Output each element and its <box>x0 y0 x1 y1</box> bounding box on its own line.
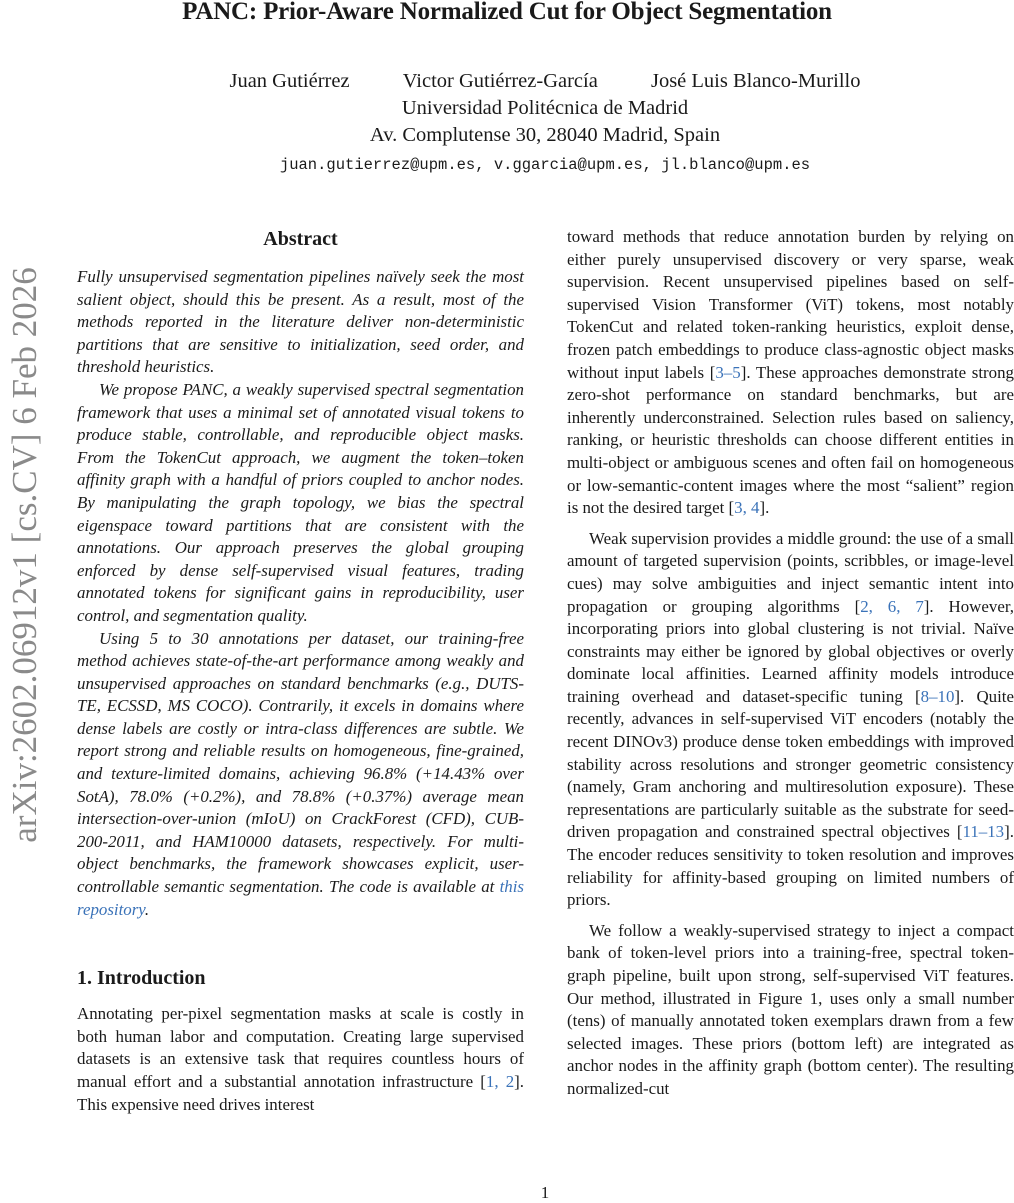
author-emails: juan.gutierrez@upm.es, v.ggarcia@upm.es, jl.blanco@upm.es <box>279 156 811 174</box>
abstract-text: Using 5 to 30 annotations per dataset, our training-free method achieves state-of-the-art performance among weakly and unsupervised approaches on standard benchmarks (e.g., DUTS-TE, ECSSD, MS COCO). Contrarily, it excels in domains where dense labels are costly or intra-class differences are subtle. We report strong and reliable results on homogeneous, fine-grained, and texture-limited domains, achieving 96.8% (+14.43% over SotA), 78.0% (+0.2%), and 78.8% (+0.37%) average mean intersection-over-union (mIoU) on CrackForest (CFD), CUB-200-2011, and HAM10000 datasets, respectively. For multi-object benchmarks, the framework showcases explicit, user-controllable semantic segmentation. The code is available at <box>77 628 524 897</box>
abstract-paragraph: We propose PANC, a weakly supervised spectral segmentation framework that uses a minimal set of annotated visual tokens to produce stable, controllable, and reproducible object masks. From the TokenCut approach, we augment the token–token affinity graph with a handful of priors coupled to anchor nodes. By manipulating the graph topology, we bias the spectral eigenspace toward partitions that are consistent with the annotations. Our approach preserves the global grouping enforced by dense self-supervised visual features, trading annotated tokens for significant gains in reproducibility, user control, and segmentation quality. <box>77 379 524 625</box>
author-list <box>0 70 1014 93</box>
citation-link[interactable]: 8–10 <box>920 686 955 706</box>
abstract-paragraph <box>77 628 524 922</box>
right-column <box>567 226 1014 1101</box>
body-paragraph: toward methods that reduce annotation burden by relying on either purely unsupervised discovery or very sparse, weak supervision. Recent unsupervised pipelines based on self-supervised Vision Transformer (ViT) tokens, most notably TokenCut and related token-ranking heuristics, exploit dense, frozen patch embeddings to produce class-agnostic object masks without input labels [3–5]. These approaches demonstrate strong zero-shot performance on standard benchmarks, but are inherently underconstrained. Selection rules based on saliency, ranking, or heuristic thresholds can choose different entities in multi-object or ambiguous scenes and often fail on homogeneous or low-semantic-content images where the most “salient” region is not the desired target [3, 4]. <box>567 227 1014 518</box>
author-name: José Luis Blanco-Murillo <box>650 70 861 92</box>
citation-link[interactable]: 2, 6, 7 <box>860 596 924 616</box>
author-name: Juan Gutiérrez <box>229 70 350 92</box>
address: Av. Complutense 30, 28040 Madrid, Spain <box>369 124 721 146</box>
citation-link[interactable]: 3–5 <box>715 362 741 382</box>
page-number: 1 <box>540 1183 550 1202</box>
code-repository-link[interactable]: this repository <box>77 877 524 919</box>
body-paragraph: We follow a weakly-supervised strategy to inject a compact bank of token-level priors into a training-free, spectral token-graph pipeline, built upon strong, self-supervised ViT features. Our method, illustrated in Figure 1, uses only a small number (tens) of manually annotated token exemplars drawn from a few selected images. These priors (bottom left) are integrated as anchor nodes in the affinity graph (bottom center). The resulting normalized-cut <box>567 920 1014 1098</box>
arxiv-sidebar <box>5 267 45 843</box>
citation-link[interactable]: 1, 2 <box>485 1072 515 1091</box>
abstract <box>77 226 524 921</box>
abstract-end: . <box>144 899 150 919</box>
section-heading-introduction: 1. Introduction <box>77 967 206 990</box>
abstract-heading: Abstract <box>263 228 338 250</box>
citation-link[interactable]: 3, 4 <box>734 498 760 518</box>
arxiv-identifier: arXiv:2602.06912v1 [cs.CV] 6 Feb 2026 <box>5 267 44 843</box>
intro-paragraph: Annotating per-pixel segmentation masks at scale is costly in both human labor and computation. Creating large supervised datasets is an extensive task that requires countless hours of manual effort and a substantial annotation infrastructure [1, 2]. This expensive need drives interest <box>77 1004 524 1114</box>
affiliation: Universidad Politécnica de Madrid <box>401 97 689 119</box>
citation-link[interactable]: 11–13 <box>962 822 1005 842</box>
paper-title: PANC: Prior-Aware Normalized Cut for Object Segmentation <box>182 0 832 25</box>
abstract-paragraph: Fully unsupervised segmentation pipelines naïvely seek the most salient object, should this be present. As a result, most of the methods reported in the literature deliver non-deterministic partitions that are sensitive to initialization, seed order, and threshold heuristics. <box>77 267 524 377</box>
author-name: Victor Gutiérrez-García <box>402 70 598 92</box>
left-column <box>77 226 524 1116</box>
body-paragraph: Weak supervision provides a middle ground: the use of a small amount of targeted supervision (points, scribbles, or image-level cues) may solve ambiguities and inject semantic intent into propagation or grouping algorithms [2, 6, 7]. However, incorporating priors into global clustering is not trivial. Naïve constraints may either be ignored by global objectives or overly dominate local affinities. Learned affinity models introduce training overhead and dataset-specific tuning [8–10]. Quite recently, advances in self-supervised ViT encoders (notably the recent DINOv3) produce dense token embeddings with improved stability across resolutions and stronger geometric consistency (namely, Gram anchoring and multiresolution exposure). These representations are particularly suitable as the substrate for seed-driven propagation and constrained spectral objectives [11–13]. The encoder reduces sensitivity to token resolution and improves reliability for affinity-based grouping on limited numbers of priors. <box>567 528 1014 910</box>
